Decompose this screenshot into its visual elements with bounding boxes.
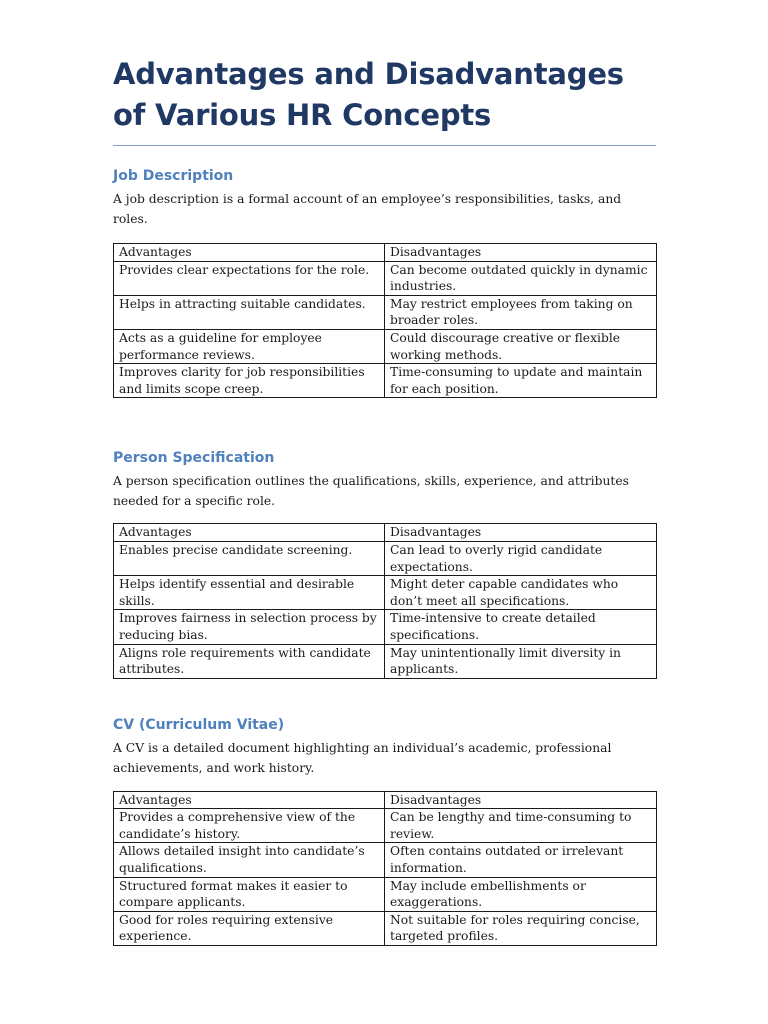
table-row — [114, 911, 657, 945]
advantage-cell: Structured format makes it easier to compare applicants. — [114, 877, 385, 911]
table-header-row — [114, 791, 657, 809]
table-row — [114, 843, 657, 877]
advantages-table — [113, 791, 657, 946]
disadvantage-cell: Time-intensive to create detailed specifications. — [385, 610, 657, 644]
section-cv — [113, 679, 656, 946]
disadvantage-cell: Not suitable for roles requiring concise, targeted profiles. — [385, 911, 657, 945]
table-header-disadvantages: Disadvantages — [385, 244, 657, 262]
advantage-cell: Aligns role requirements with candidate attributes. — [114, 644, 385, 678]
section-person-specification — [113, 398, 656, 678]
disadvantage-cell: Could discourage creative or flexible working methods. — [385, 329, 657, 363]
disadvantage-cell: May include embellishments or exaggerations. — [385, 877, 657, 911]
table-header-advantages: Advantages — [114, 791, 385, 809]
advantage-cell: Enables precise candidate screening. — [114, 541, 385, 575]
table-row — [114, 644, 657, 678]
table-header-disadvantages: Disadvantages — [385, 791, 657, 809]
advantage-cell: Provides a comprehensive view of the candidate’s history. — [114, 809, 385, 843]
section-intro: A person specification outlines the qualifications, skills, experience, and attributes needed for a specific role. — [113, 474, 629, 509]
table-row — [114, 295, 657, 329]
advantage-cell: Good for roles requiring extensive experience. — [114, 911, 385, 945]
section-heading: Person Specification — [113, 450, 275, 467]
disadvantage-cell: Can become outdated quickly in dynamic industries. — [385, 261, 657, 295]
table-row — [114, 877, 657, 911]
disadvantage-cell: May unintentionally limit diversity in applicants. — [385, 644, 657, 678]
table-header-advantages: Advantages — [114, 524, 385, 542]
document-title: Advantages and Disadvantages of Various HR Concepts — [113, 54, 656, 146]
section-heading: Job Description — [113, 168, 234, 184]
table-header-advantages: Advantages — [114, 244, 385, 262]
section-heading: CV (Curriculum Vitae) — [113, 716, 285, 733]
advantage-cell: Helps in attracting suitable candidates. — [114, 295, 385, 329]
advantages-table — [113, 523, 657, 678]
table-row — [114, 329, 657, 363]
advantage-cell: Provides clear expectations for the role. — [114, 261, 385, 295]
table-row — [114, 610, 657, 644]
disadvantage-cell: Might deter capable candidates who don’t meet all specifications. — [385, 576, 657, 610]
advantages-table — [113, 243, 657, 398]
table-row — [114, 541, 657, 575]
advantage-cell: Allows detailed insight into candidate’s qualifications. — [114, 843, 385, 877]
table-row — [114, 364, 657, 398]
disadvantage-cell: May restrict employees from taking on broader roles. — [385, 295, 657, 329]
disadvantage-cell: Can lead to overly rigid candidate expectations. — [385, 541, 657, 575]
disadvantage-cell: Often contains outdated or irrelevant information. — [385, 843, 657, 877]
advantage-cell: Improves clarity for job responsibilities and limits scope creep. — [114, 364, 385, 398]
document-page — [113, 54, 656, 946]
advantage-cell: Improves fairness in selection process by reducing bias. — [114, 610, 385, 644]
table-header-disadvantages: Disadvantages — [385, 524, 657, 542]
advantage-cell: Helps identify essential and desirable skills. — [114, 576, 385, 610]
disadvantage-cell: Time-consuming to update and maintain for each position. — [385, 364, 657, 398]
section-intro: A job description is a formal account of an employee’s responsibilities, tasks, and roles. — [113, 192, 622, 226]
table-row — [114, 809, 657, 843]
section-job-description — [113, 146, 656, 398]
table-header-row — [114, 244, 657, 262]
disadvantage-cell: Can be lengthy and time-consuming to review. — [385, 809, 657, 843]
advantage-cell: Acts as a guideline for employee performance reviews. — [114, 329, 385, 363]
table-header-row — [114, 524, 657, 542]
table-row — [114, 261, 657, 295]
section-intro: A CV is a detailed document highlighting an individual’s academic, professional achievements, and work history. — [113, 740, 612, 775]
table-row — [114, 576, 657, 610]
